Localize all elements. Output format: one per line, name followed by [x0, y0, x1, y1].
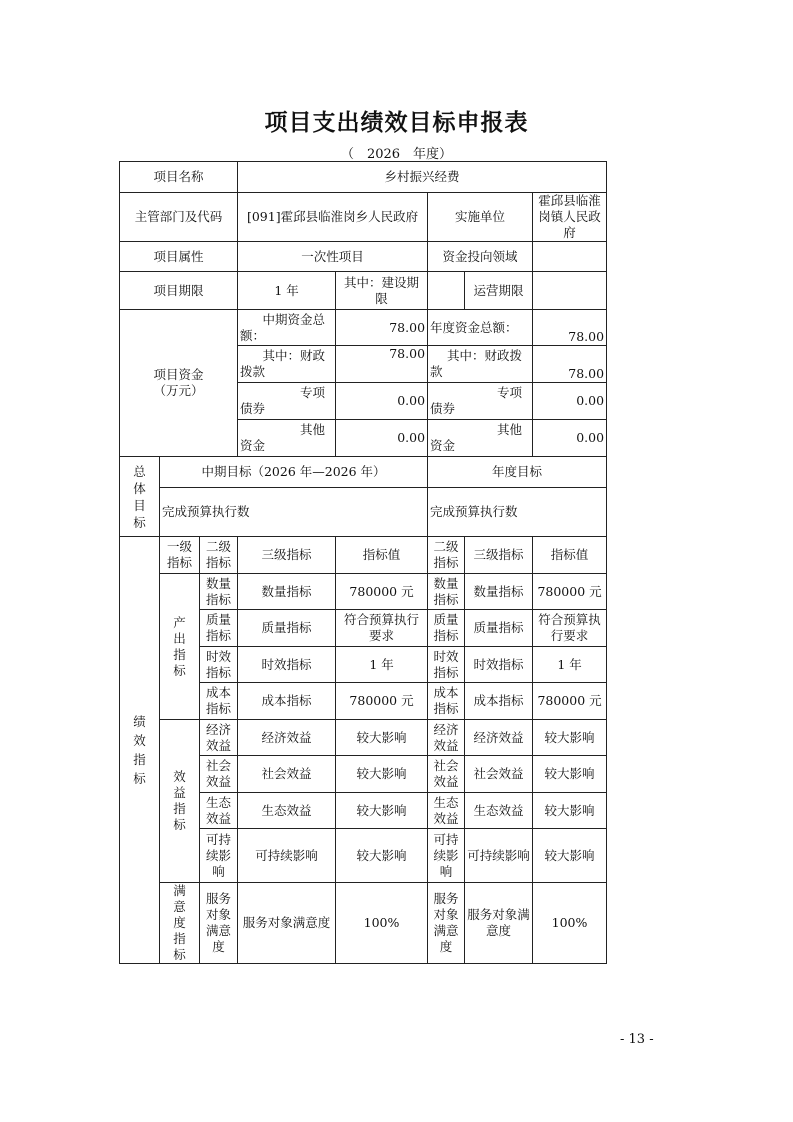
perf-indicators-label: 绩效指标 [120, 537, 160, 964]
indicator-l2: 社会效益 [200, 756, 238, 793]
project-name-value: 乡村振兴经费 [238, 162, 607, 193]
build-period-label-top: 其中：建设期 [344, 274, 420, 290]
indicator-l3-annual: 成本指标 [465, 683, 533, 720]
level1-header: 一级指标 [160, 537, 200, 574]
indicator-l2: 生态效益 [200, 793, 238, 829]
indicator-value-annual: 780000 元 [533, 574, 607, 610]
indicator-l3: 可持续影响 [238, 829, 336, 883]
mid-total-value: 78.00 [336, 310, 428, 346]
project-period-value: 1 年 [238, 272, 336, 310]
indicator-l3-annual: 经济效益 [465, 720, 533, 756]
indicator-l2: 服务对象满意度 [200, 883, 238, 964]
indicator-l2: 数量指标 [200, 574, 238, 610]
indicator-value-annual: 100% [533, 883, 607, 964]
indicator-l2: 经济效益 [200, 720, 238, 756]
mid-total-label-bot: 额： [240, 327, 266, 343]
indicator-value: 780000 元 [336, 683, 428, 720]
mid-other-label-bot: 资金 [240, 438, 266, 453]
mid-other-label-top: 其他 [300, 422, 326, 437]
indicator-l3-annual: 可持续影响 [465, 829, 533, 883]
value-header: 指标值 [336, 537, 428, 574]
indicator-value-annual: 较大影响 [533, 720, 607, 756]
indicator-l3: 成本指标 [238, 683, 336, 720]
indicator-l3: 服务对象满意度 [238, 883, 336, 964]
indicator-l2-annual: 服务对象满意度 [428, 883, 465, 964]
indicator-l3: 生态效益 [238, 793, 336, 829]
annual-target-header: 年度目标 [428, 457, 607, 488]
build-period-label [336, 272, 428, 310]
mid-fiscal-label-top: 其中：财政 [262, 348, 326, 363]
value-header-annual: 指标值 [533, 537, 607, 574]
indicator-value: 较大影响 [336, 829, 428, 883]
mid-total-label [238, 310, 336, 346]
level2-header: 二级指标 [200, 537, 238, 574]
indicator-value-annual: 较大影响 [533, 829, 607, 883]
indicator-value-annual: 780000 元 [533, 683, 607, 720]
mid-other-value: 0.00 [336, 420, 428, 457]
mid-goal-value: 完成预算执行数 [160, 488, 428, 537]
indicator-l2-annual: 质量指标 [428, 610, 465, 647]
mid-target-header: 中期目标（2026 年—2026 年） [160, 457, 428, 488]
page-number: - 13 - [620, 1032, 654, 1047]
indicator-l3: 经济效益 [238, 720, 336, 756]
mid-fiscal-label [238, 346, 336, 383]
overall-target-label: 总体目标 [120, 457, 160, 537]
indicator-l2-annual: 生态效益 [428, 793, 465, 829]
indicator-l3: 社会效益 [238, 756, 336, 793]
indicator-l3-annual: 数量指标 [465, 574, 533, 610]
mid-bond-label [238, 383, 336, 420]
indicator-l2: 可持续影响 [200, 829, 238, 883]
project-attr-value: 一次性项目 [238, 242, 428, 272]
build-period-label-bot: 限 [375, 290, 388, 306]
project-period-label: 项目期限 [120, 272, 238, 310]
year-other-label-bot: 资金 [430, 438, 456, 453]
year-total-value: 78.00 [533, 310, 607, 346]
indicator-l3-annual: 社会效益 [465, 756, 533, 793]
annual-goal-value: 完成预算执行数 [428, 488, 607, 537]
ops-period-label: 运营期限 [465, 272, 533, 310]
indicator-l2-annual: 成本指标 [428, 683, 465, 720]
project-name-label: 项目名称 [120, 162, 238, 193]
impl-unit-value: 霍邱县临淮岗镇人民政府 [533, 193, 607, 242]
indicator-l2-annual: 社会效益 [428, 756, 465, 793]
project-funds-text: 项目资金 [153, 367, 204, 382]
indicator-l2: 成本指标 [200, 683, 238, 720]
level3-header-annual: 三级指标 [465, 537, 533, 574]
year-bond-label-bot: 债券 [430, 401, 456, 416]
mid-fiscal-value: 78.00 [336, 346, 428, 383]
year-fiscal-label-top: 其中：财政拨 [447, 348, 523, 363]
year-fiscal-label [428, 346, 533, 383]
year-bond-value: 0.00 [533, 383, 607, 420]
mid-other-label [238, 420, 336, 457]
indicator-l2-annual: 数量指标 [428, 574, 465, 610]
year-total-label: 年度资金总额： [428, 310, 533, 346]
indicator-l3: 时效指标 [238, 647, 336, 683]
build-period-value [428, 272, 465, 310]
mid-bond-label-bot: 债券 [240, 401, 266, 416]
project-funds-label [120, 310, 238, 457]
year-fiscal-value: 78.00 [533, 346, 607, 383]
indicator-l3-annual: 质量指标 [465, 610, 533, 647]
dept-code-label: 主管部门及代码 [120, 193, 238, 242]
mid-fiscal-label-bot: 拨款 [240, 364, 266, 379]
fund-direction-value [533, 242, 607, 272]
year-line: （ 2026 年度） [340, 147, 453, 162]
indicator-value: 780000 元 [336, 574, 428, 610]
mid-bond-label-top: 专项 [300, 385, 326, 400]
indicator-l3: 质量指标 [238, 610, 336, 647]
indicator-l2: 质量指标 [200, 610, 238, 647]
indicator-l3-annual: 时效指标 [465, 647, 533, 683]
performance-target-table [119, 161, 607, 964]
level2-header-annual: 二级指标 [428, 537, 465, 574]
indicator-l3-annual: 服务对象满意度 [465, 883, 533, 964]
indicator-l3: 数量指标 [238, 574, 336, 610]
indicator-l2-annual: 可持续影响 [428, 829, 465, 883]
indicator-value: 较大影响 [336, 720, 428, 756]
satisfaction-label: 满意度指标 [160, 883, 200, 964]
dept-code-value: [091]霍邱县临淮岗乡人民政府 [238, 193, 428, 242]
year-bond-label [428, 383, 533, 420]
mid-total-label-top: 中期资金总 [262, 311, 326, 327]
project-funds-unit: （万元） [153, 383, 204, 398]
ops-period-value [533, 272, 607, 310]
impl-unit-label: 实施单位 [428, 193, 533, 242]
project-attr-label: 项目属性 [120, 242, 238, 272]
benefit-label: 效益指标 [160, 720, 200, 883]
indicator-l2-annual: 时效指标 [428, 647, 465, 683]
year-bond-label-top: 专项 [497, 385, 523, 400]
mid-bond-value: 0.00 [336, 383, 428, 420]
indicator-value: 较大影响 [336, 793, 428, 829]
output-label: 产出指标 [160, 574, 200, 720]
indicator-value: 1 年 [336, 647, 428, 683]
indicator-value: 较大影响 [336, 756, 428, 793]
indicator-value-annual: 符合预算执行要求 [533, 610, 607, 647]
indicator-l2: 时效指标 [200, 647, 238, 683]
indicator-value: 符合预算执行要求 [336, 610, 428, 647]
fund-direction-label: 资金投向领域 [428, 242, 533, 272]
indicator-value-annual: 较大影响 [533, 793, 607, 829]
indicator-l3-annual: 生态效益 [465, 793, 533, 829]
indicator-value: 100% [336, 883, 428, 964]
year-other-label-top: 其他 [497, 422, 523, 437]
page-title: 项目支出绩效目标申报表 [264, 110, 529, 136]
level3-header: 三级指标 [238, 537, 336, 574]
indicator-value-annual: 较大影响 [533, 756, 607, 793]
year-fiscal-label-bot: 款 [430, 364, 443, 379]
year-other-value: 0.00 [533, 420, 607, 457]
indicator-value-annual: 1 年 [533, 647, 607, 683]
indicator-l2-annual: 经济效益 [428, 720, 465, 756]
year-other-label [428, 420, 533, 457]
